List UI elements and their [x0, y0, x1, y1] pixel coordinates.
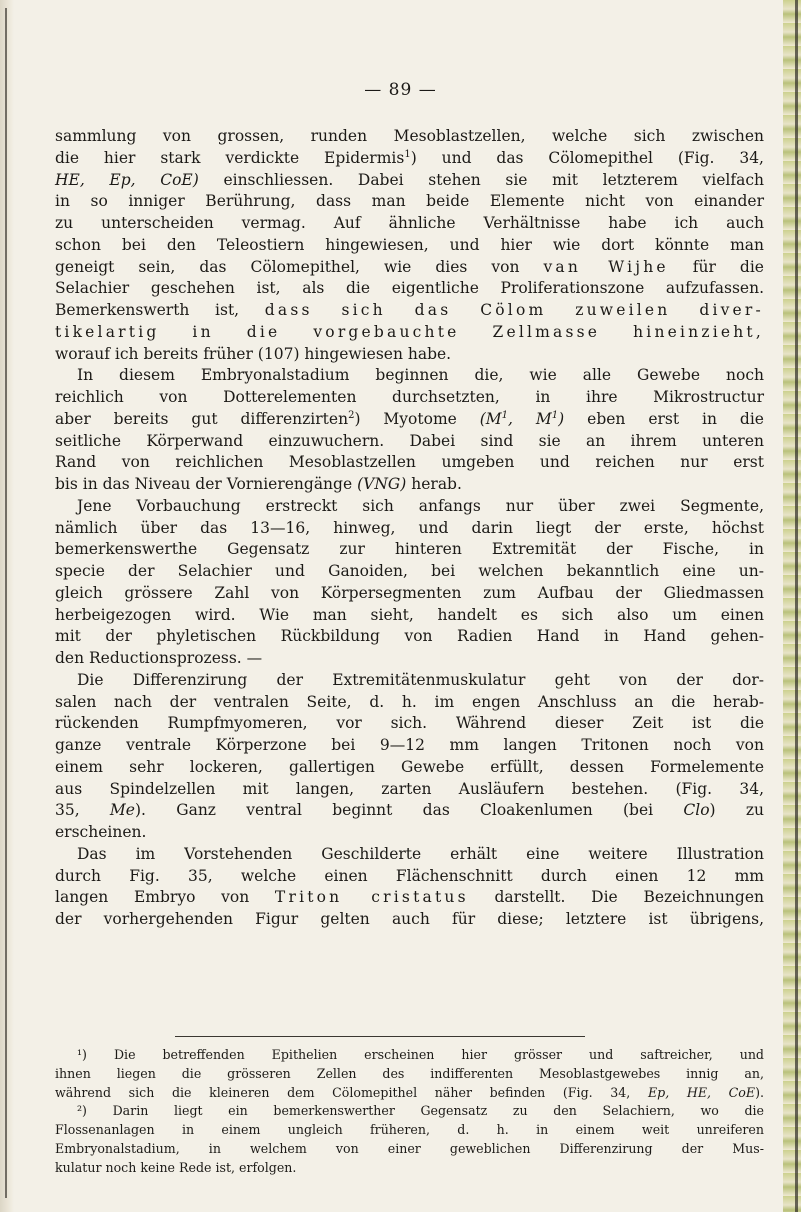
text-run: 35,	[55, 801, 80, 820]
figure-label: ($M^1$, $M^1$)	[479, 409, 565, 428]
body-line	[55, 148, 764, 170]
author-name: van Wijhe	[543, 257, 669, 276]
body-line: Die Differenzirung der Extremitätenmuskulatur geht von der dor-	[77, 670, 764, 689]
footnote-line: kulatur noch keine Rede ist, erfolgen.	[55, 1159, 297, 1175]
body-line: gleich grössere Zahl von Körpersegmenten zum Aufbau der Gliedmassen	[55, 583, 764, 602]
text-run: aber bereits gut differenzirten	[55, 409, 349, 428]
text-run: ).	[755, 1084, 764, 1100]
text-run: die hier stark verdickte Epidermis	[55, 148, 405, 167]
body-line: In diesem Embryonalstadium beginnen die, wie alle Gewebe noch	[77, 366, 764, 385]
text-run: für die	[692, 257, 764, 276]
figure-label: Me	[109, 801, 135, 820]
body-line: reichlich von Dotterelementen durchsetzten, in ihre Mikrostructur	[55, 388, 764, 406]
text-run: ) zu	[709, 801, 764, 820]
body-line: bemerkenswerthe Gegensatz zur hinteren Extremität der Fische, in	[55, 540, 764, 559]
text-run: ) und das Cölomepithel (Fig. 34,	[410, 148, 764, 167]
body-line: Selachier geschehen ist, als die eigentliche Proliferationszone aufzufassen.	[55, 279, 764, 298]
body-line	[55, 170, 764, 192]
text-run: herab.	[411, 475, 462, 493]
body-line: der vorhergehenden Figur gelten auch für diese; letztere ist übrigens,	[55, 910, 764, 928]
footnote-line: ihnen liegen die grösseren Zellen des indifferenten Mesoblastgewebes innig an,	[55, 1065, 764, 1081]
body-line: sammlung von grossen, runden Mesoblastzellen, welche sich zwischen	[55, 127, 764, 145]
footnote-ref: 2	[348, 409, 355, 421]
body-line: zu unterscheiden vermag. Auf ähnliche Verhältnisse habe ich auch	[55, 214, 764, 232]
text-run: langen Embryo von	[55, 888, 250, 907]
figure-label: HE, Ep, CoE)	[55, 170, 199, 189]
body-line	[55, 474, 764, 496]
body-line	[55, 257, 764, 279]
body-line: mit der phyletischen Rückbildung von Radien Hand in Hand gehen-	[55, 627, 764, 646]
text-run: ). Ganz ventral beginnt das Cloakenlumen (bei	[134, 801, 654, 820]
text-run: eben erst in die	[587, 409, 764, 428]
body-line: schon bei den Teleostiern hingewiesen, und hier wie dort könnte man	[55, 235, 764, 254]
body-line: in so inniger Berührung, dass man beide Elemente nicht von einander	[55, 192, 764, 211]
text-run: bis in das Niveau der Vornierengänge	[55, 475, 353, 493]
scan-left-edge	[0, 0, 14, 1212]
body-line: rückenden Rumpfmyomeren, vor sich. Während dieser Zeit ist die	[55, 714, 764, 733]
body-line: erscheinen.	[55, 823, 147, 841]
emphasis-text: dass sich das Cölom zuweilen diver-	[264, 301, 764, 319]
body-line: Das im Vorstehenden Geschilderte erhält eine weitere Illustration	[77, 844, 764, 863]
footnotes	[55, 1046, 764, 1178]
text-run: während sich die kleineren dem Cölomepithel näher befinden (Fig. 34,	[55, 1084, 631, 1100]
body-line: seitliche Körperwand einzuwuchern. Dabei sind sie an ihrem unteren	[55, 431, 764, 450]
body-line: einem sehr lockeren, gallertigen Gewebe erfüllt, dessen Formelemente	[55, 757, 764, 776]
figure-label: (VNG)	[357, 475, 407, 493]
footnote-line: ¹) Die betreffenden Epithelien erscheinen hier grösser und saftreicher, und	[77, 1047, 764, 1062]
body-line	[55, 887, 764, 909]
body-line: Rand von reichlichen Mesoblastzellen umgeben und reichen nur erst	[55, 453, 764, 472]
figure-label: Ep, HE, CoE	[647, 1084, 756, 1100]
figure-label: Clo	[683, 801, 710, 820]
body-line	[55, 409, 764, 431]
text-run: Bemerkenswerth ist,	[55, 301, 240, 319]
body-line: worauf ich bereits früher (107) hingewiesen habe.	[55, 344, 452, 363]
text-run: ) Myotome	[354, 409, 457, 428]
footnote-line: ²) Darin liegt ein bemerkenswerther Gegensatz zu den Selachiern, wo die	[77, 1103, 764, 1119]
footnote-line: Embryonalstadium, in welchem von einer geweblichen Differenzirung der Mus-	[55, 1140, 764, 1156]
body-line: aus Spindelzellen mit langen, zarten Ausläufern bestehen. (Fig. 34,	[55, 779, 764, 798]
footnote-line	[55, 1084, 764, 1103]
body-line: tikelartig in die vorgebauchte Zellmasse hineinzieht,	[55, 322, 764, 341]
body-line	[55, 300, 764, 322]
body-line: Jene Vorbauchung erstreckt sich anfangs nur über zwei Segmente,	[77, 496, 764, 515]
text-run: geneigt sein, das Cölomepithel, wie dies von	[55, 257, 520, 276]
scan-right-edge	[783, 0, 801, 1212]
body-line: den Reductionsprozess. —	[55, 649, 263, 667]
species-name: Triton cristatus	[274, 888, 469, 907]
body-line: salen nach der ventralen Seite, d. h. im engen Anschluss an die herab-	[55, 692, 764, 711]
page-number: — 89 —	[364, 80, 437, 100]
body-line: specie der Selachier und Ganoiden, bei welchen bekanntlich eine un-	[55, 562, 764, 580]
body-line: ganze ventrale Körperzone bei 9—12 mm langen Tritonen noch von	[55, 736, 764, 754]
footnote-rule	[175, 1036, 585, 1037]
body-line: nämlich über das 13—16, hinweg, und darin liegt der erste, höchst	[55, 518, 764, 537]
text-run: darstellt. Die Bezeichnungen	[494, 888, 764, 907]
footnote-line: Flossenanlagen in einem ungleich früheren, d. h. in einem weit unreiferen	[55, 1122, 764, 1138]
body-text	[55, 126, 764, 931]
body-line: herbeigezogen wird. Wie man sieht, handelt es sich also um einen	[55, 605, 764, 624]
body-line	[55, 800, 764, 822]
footnote-ref: 1	[404, 148, 411, 160]
body-line: durch Fig. 35, welche einen Flächenschnitt durch einen 12 mm	[55, 866, 764, 885]
text-run: einschliessen. Dabei stehen sie mit letzterem vielfach	[223, 170, 764, 189]
